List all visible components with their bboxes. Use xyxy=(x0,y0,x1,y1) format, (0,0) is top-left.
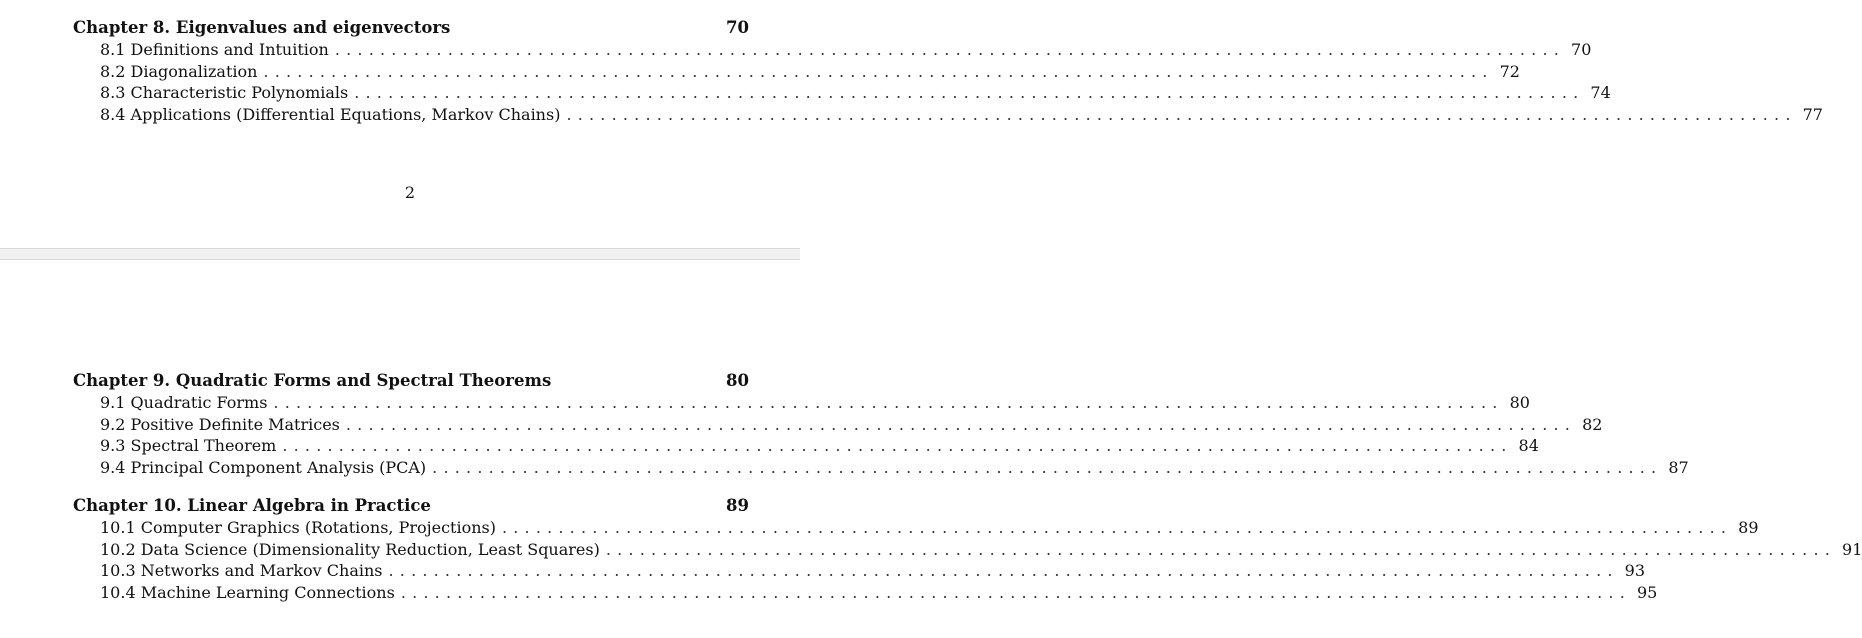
chapter-page: 80 xyxy=(726,371,749,390)
toc-section-row[interactable] xyxy=(73,436,1539,458)
document-page-top xyxy=(0,0,1823,248)
dot-leader: ............................................................................................................. xyxy=(501,518,1733,537)
toc-section-row[interactable] xyxy=(73,40,1592,62)
toc-section-row[interactable] xyxy=(73,582,1658,605)
dot-leader: ............................................................................................................. xyxy=(282,436,1513,455)
dot-leader: ............................................................................................................. xyxy=(354,83,1585,102)
section-page: 84 xyxy=(1518,436,1539,455)
chapter-page: 70 xyxy=(726,18,749,37)
section-title: 10.1 Computer Graphics (Rotations, Projections) xyxy=(100,518,496,537)
section-page: 91 xyxy=(1842,539,1862,559)
section-title: 10.2 Data Science (Dimensionality Reduction, Least Squares) xyxy=(100,539,600,559)
dot-leader: ............................................................................................................. xyxy=(566,104,1797,124)
section-page: 89 xyxy=(1738,518,1759,537)
section-page: 82 xyxy=(1582,414,1603,434)
section-title: 10.3 Networks and Markov Chains xyxy=(100,561,383,580)
toc-section-row[interactable] xyxy=(73,539,1862,562)
section-page: 70 xyxy=(1571,40,1592,59)
dot-leader: ............................................................................................................. xyxy=(273,393,1504,412)
chapter-heading[interactable] xyxy=(73,18,749,40)
section-page: 74 xyxy=(1590,83,1611,102)
section-title: 9.3 Spectral Theorem xyxy=(100,436,277,455)
toc-section-row[interactable] xyxy=(73,457,1689,480)
document-page-bottom xyxy=(0,260,1862,638)
section-page: 87 xyxy=(1668,457,1689,477)
toc-section-row[interactable] xyxy=(73,414,1603,437)
toc-section-row[interactable] xyxy=(73,561,1646,583)
toc-section-row[interactable] xyxy=(73,61,1520,84)
section-title: 8.4 Applications (Differential Equations, Markov Chains) xyxy=(100,104,561,124)
dot-leader: ............................................................................................................. xyxy=(388,561,1619,580)
section-title: 8.3 Characteristic Polynomials xyxy=(100,83,349,102)
dot-leader: ............................................................................................................. xyxy=(334,40,1566,59)
toc-section-row[interactable] xyxy=(73,104,1823,127)
chapter-title: Chapter 9. Quadratic Forms and Spectral Theorems xyxy=(73,371,552,390)
section-title: 9.2 Positive Definite Matrices xyxy=(100,414,340,434)
dot-leader: ............................................................................................................. xyxy=(263,61,1494,81)
toc-section-row[interactable] xyxy=(73,393,1530,415)
dot-leader: ............................................................................................................. xyxy=(400,582,1631,602)
section-title: 8.2 Diagonalization xyxy=(100,61,258,81)
section-page: 95 xyxy=(1637,582,1658,602)
section-title: 9.1 Quadratic Forms xyxy=(100,393,268,412)
section-title: 8.1 Definitions and Intuition xyxy=(100,40,329,59)
section-page: 77 xyxy=(1802,104,1823,124)
chapter-title: Chapter 8. Eigenvalues and eigenvectors xyxy=(73,18,451,37)
section-title: 10.4 Machine Learning Connections xyxy=(100,582,395,602)
page-number: 2 xyxy=(404,183,416,202)
chapter-title: Chapter 10. Linear Algebra in Practice xyxy=(73,496,431,515)
page-separator xyxy=(0,248,800,260)
section-title: 9.4 Principal Component Analysis (PCA) xyxy=(100,457,427,477)
toc-chapter-10 xyxy=(73,496,1862,604)
chapter-page: 89 xyxy=(726,496,749,515)
toc-chapter-8 xyxy=(73,18,1823,126)
toc-section-row[interactable] xyxy=(73,518,1759,540)
dot-leader: ............................................................................................................. xyxy=(432,457,1663,477)
section-page: 80 xyxy=(1509,393,1530,412)
section-page: 93 xyxy=(1624,561,1646,580)
dot-leader: ............................................................................................................. xyxy=(345,414,1577,434)
chapter-heading[interactable] xyxy=(73,496,749,518)
toc-chapter-9 xyxy=(73,371,1689,479)
chapter-heading[interactable] xyxy=(73,371,749,393)
dot-leader: ............................................................................................................. xyxy=(605,539,1837,559)
toc-section-row[interactable] xyxy=(73,83,1611,105)
section-page: 72 xyxy=(1499,61,1520,81)
